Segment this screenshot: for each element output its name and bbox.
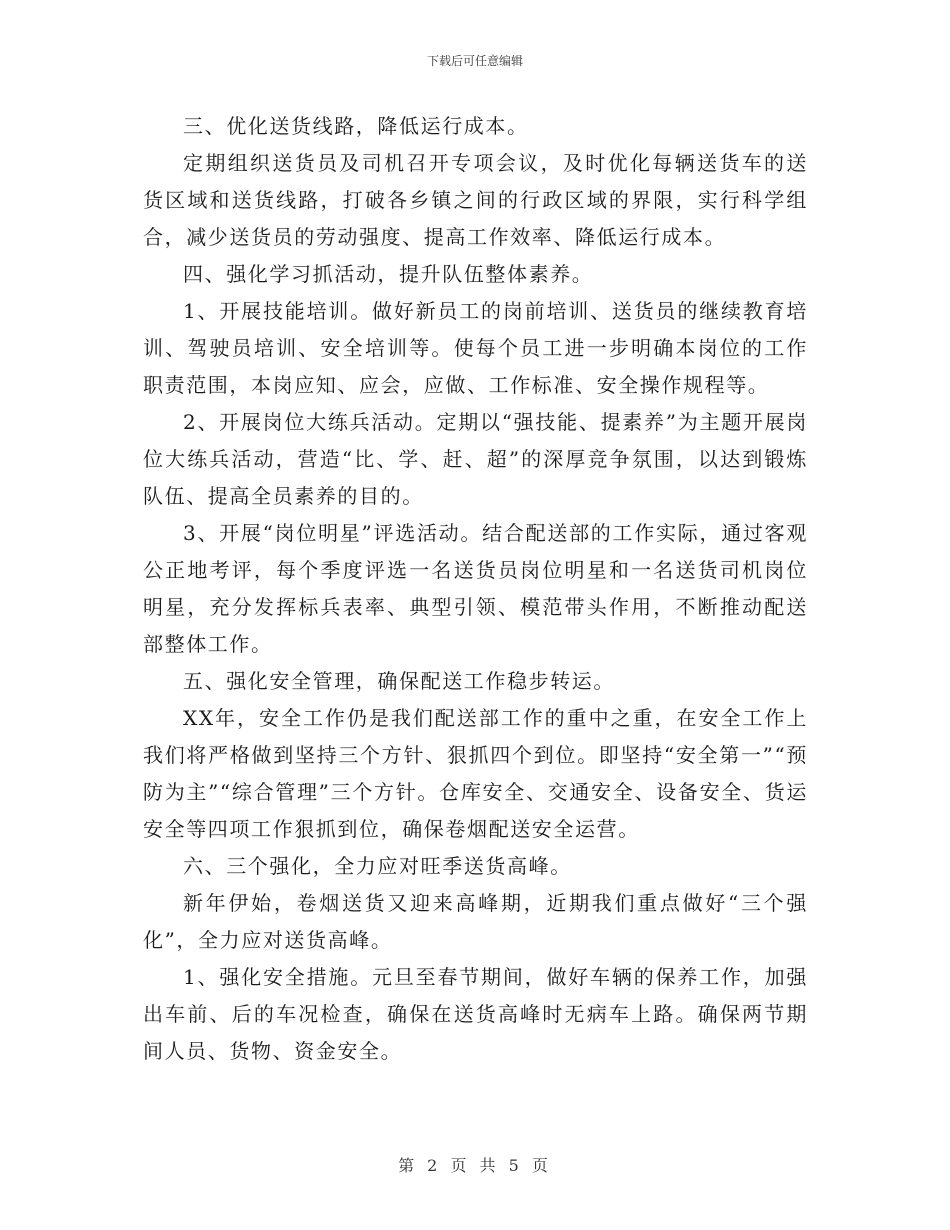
section-heading-4: 四、强化学习抓活动，提升队伍整体素养。 bbox=[183, 262, 594, 286]
paragraph: 2、开展岗位大练兵活动。定期以“强技能、提素养”为主题开展岗位大练兵活动，营造“比、学、赶、超”的深厚竞争氛围，以达到锻炼队伍、提高全员素养的目的。 bbox=[143, 410, 808, 508]
page-number: 第 2 页 共 5 页 bbox=[398, 1156, 552, 1175]
paragraph: XX年，安全工作仍是我们配送部工作的重中之重，在安全工作上我们将严格做到坚持三个方针、狠抓四个到位。即坚持“安全第一”“预防为主”“综合管理”三个方针。仓库安全、交通安全、设备安全、货运安全等四项工作狠抓到位，确保卷烟配送安全运营。 bbox=[143, 706, 808, 841]
section-heading-6: 六、三个强化，全力应对旺季送货高峰。 bbox=[183, 854, 572, 878]
paragraph: 新年伊始，卷烟送货又迎来高峰期，近期我们重点做好“三个强化”，全力应对送货高峰。 bbox=[143, 891, 808, 952]
paragraph: 定期组织送货员及司机召开专项会议，及时优化每辆送货车的送货区域和送货线路，打破各乡镇之间的行政区域的界限，实行科学组合，减少送货员的劳动强度、提高工作效率、降低运行成本。 bbox=[143, 151, 808, 249]
paragraph: 3、开展“岗位明星”评选活动。结合配送部的工作实际，通过客观公正地考评，每个季度评选一名送货员岗位明星和一名送货司机岗位明星，充分发挥标兵表率、典型引领、模范带头作用，不断推动配送部整体工作。 bbox=[143, 521, 808, 656]
paragraph: 1、强化安全措施。元旦至春节期间，做好车辆的保养工作，加强出车前、后的车况检查，确保在送货高峰时无病车上路。确保两节期间人员、货物、资金安全。 bbox=[143, 965, 808, 1063]
section-heading-3: 三、优化送货线路，降低运行成本。 bbox=[183, 114, 529, 138]
document-body bbox=[143, 108, 808, 1070]
paragraph: 1、开展技能培训。做好新员工的岗前培训、送货员的继续教育培训、驾驶员培训、安全培训等。使每个员工进一步明确本岗位的工作职责范围，本岗应知、应会，应做、工作标准、安全操作规程等。 bbox=[143, 299, 808, 397]
page-header: 下载后可任意编辑 bbox=[426, 54, 523, 68]
section-heading-5: 五、强化安全管理，确保配送工作稳步转运。 bbox=[183, 669, 615, 693]
